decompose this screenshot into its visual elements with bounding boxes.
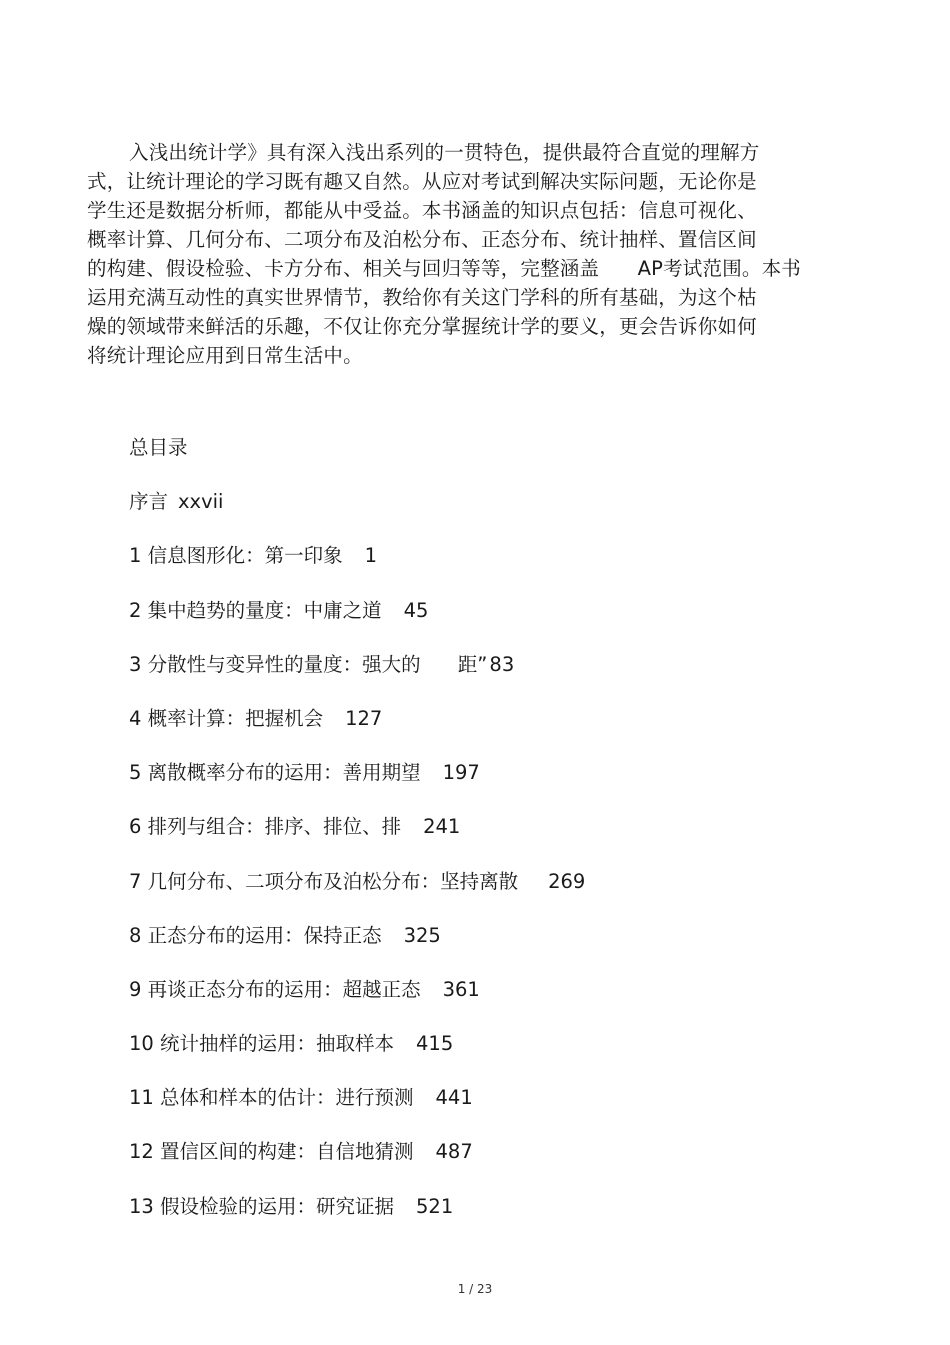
toc-entry[interactable] bbox=[129, 650, 585, 704]
toc-entry-page: 269 bbox=[548, 869, 586, 893]
toc-entry[interactable] bbox=[129, 1083, 585, 1137]
toc-entry[interactable] bbox=[129, 758, 585, 812]
toc-entry[interactable] bbox=[129, 812, 585, 866]
toc-entry-title: 4 概率计算：把握机会 bbox=[129, 706, 324, 730]
intro-line: 式，让统计理论的学习既有趣又自然。从应对考试到解决实际问题，无论你是 bbox=[87, 170, 757, 193]
toc-entry-title: 序言 bbox=[129, 490, 169, 514]
table-of-contents bbox=[129, 433, 585, 1246]
toc-entry-page: xxvii bbox=[178, 490, 224, 514]
toc-heading: 总目录 bbox=[129, 436, 188, 459]
toc-entry-page: 325 bbox=[403, 923, 441, 947]
toc-entry[interactable] bbox=[129, 596, 585, 650]
toc-entry[interactable] bbox=[129, 541, 585, 595]
toc-entry-title: 13 假设检验的运用：研究证据 bbox=[129, 1194, 395, 1218]
intro-line: 的构建、假设检验、卡方分布、相关与回归等等，完整涵盖 AP考试范围。本书 bbox=[87, 257, 801, 280]
toc-entry-page: 197 bbox=[442, 761, 480, 785]
toc-entry-page: 361 bbox=[442, 977, 480, 1001]
intro-line: 运用充满互动性的真实世界情节，教给你有关这门学科的所有基础，为这个枯 bbox=[87, 286, 757, 309]
toc-entry[interactable] bbox=[129, 975, 585, 1029]
toc-entry[interactable] bbox=[129, 921, 585, 975]
toc-entry-page: 127 bbox=[345, 706, 383, 730]
toc-entry-title: 1 信息图形化：第一印象 bbox=[129, 544, 343, 568]
toc-entry-title: 2 集中趋势的量度：中庸之道 bbox=[129, 598, 382, 622]
toc-entry[interactable] bbox=[129, 1192, 585, 1246]
toc-entry-page: 1 bbox=[364, 544, 378, 568]
intro-paragraph bbox=[87, 138, 867, 370]
toc-entry-page: 521 bbox=[416, 1194, 454, 1218]
toc-entry-title: 3 分散性与变异性的量度：强大的 距” bbox=[129, 652, 488, 676]
toc-entry-page: 45 bbox=[403, 598, 429, 622]
toc-entry-title: 6 排列与组合：排序、排位、排 bbox=[129, 815, 402, 839]
page-indicator: 1 / 23 bbox=[457, 1282, 493, 1296]
toc-entry[interactable] bbox=[129, 867, 585, 921]
toc-entry[interactable] bbox=[129, 704, 585, 758]
toc-entry-page: 241 bbox=[423, 815, 461, 839]
toc-entry-page: 83 bbox=[489, 652, 515, 676]
toc-entry[interactable] bbox=[129, 1029, 585, 1083]
intro-line: 入浅出统计学》具有深入浅出系列的一贯特色，提供最符合直觉的理解方 bbox=[129, 141, 760, 164]
toc-entry-page: 487 bbox=[435, 1140, 473, 1164]
toc-entry[interactable] bbox=[129, 1137, 585, 1191]
toc-entry-title: 12 置信区间的构建：自信地猜测 bbox=[129, 1140, 414, 1164]
toc-entry-title: 9 再谈正态分布的运用：超越正态 bbox=[129, 977, 421, 1001]
toc-entry-page: 415 bbox=[416, 1032, 454, 1056]
toc-entry[interactable] bbox=[129, 487, 585, 541]
intro-line: 将统计理论应用到日常生活中。 bbox=[87, 344, 363, 367]
toc-entry-page: 441 bbox=[435, 1086, 473, 1110]
intro-line: 学生还是数据分析师，都能从中受益。本书涵盖的知识点包括：信息可视化、 bbox=[87, 199, 757, 222]
toc-entry-title: 11 总体和样本的估计：进行预测 bbox=[129, 1086, 414, 1110]
toc-entry-title: 10 统计抽样的运用：抽取样本 bbox=[129, 1032, 395, 1056]
intro-line: 概率计算、几何分布、二项分布及泊松分布、正态分布、统计抽样、置信区间 bbox=[87, 228, 757, 251]
toc-entry-title: 7 几何分布、二项分布及泊松分布：坚持离散 bbox=[129, 869, 519, 893]
intro-line: 燥的领域带来鲜活的乐趣，不仅让你充分掌握统计学的要义，更会告诉你如何 bbox=[87, 315, 757, 338]
toc-entry-title: 8 正态分布的运用：保持正态 bbox=[129, 923, 382, 947]
toc-entry-title: 5 离散概率分布的运用：善用期望 bbox=[129, 761, 421, 785]
